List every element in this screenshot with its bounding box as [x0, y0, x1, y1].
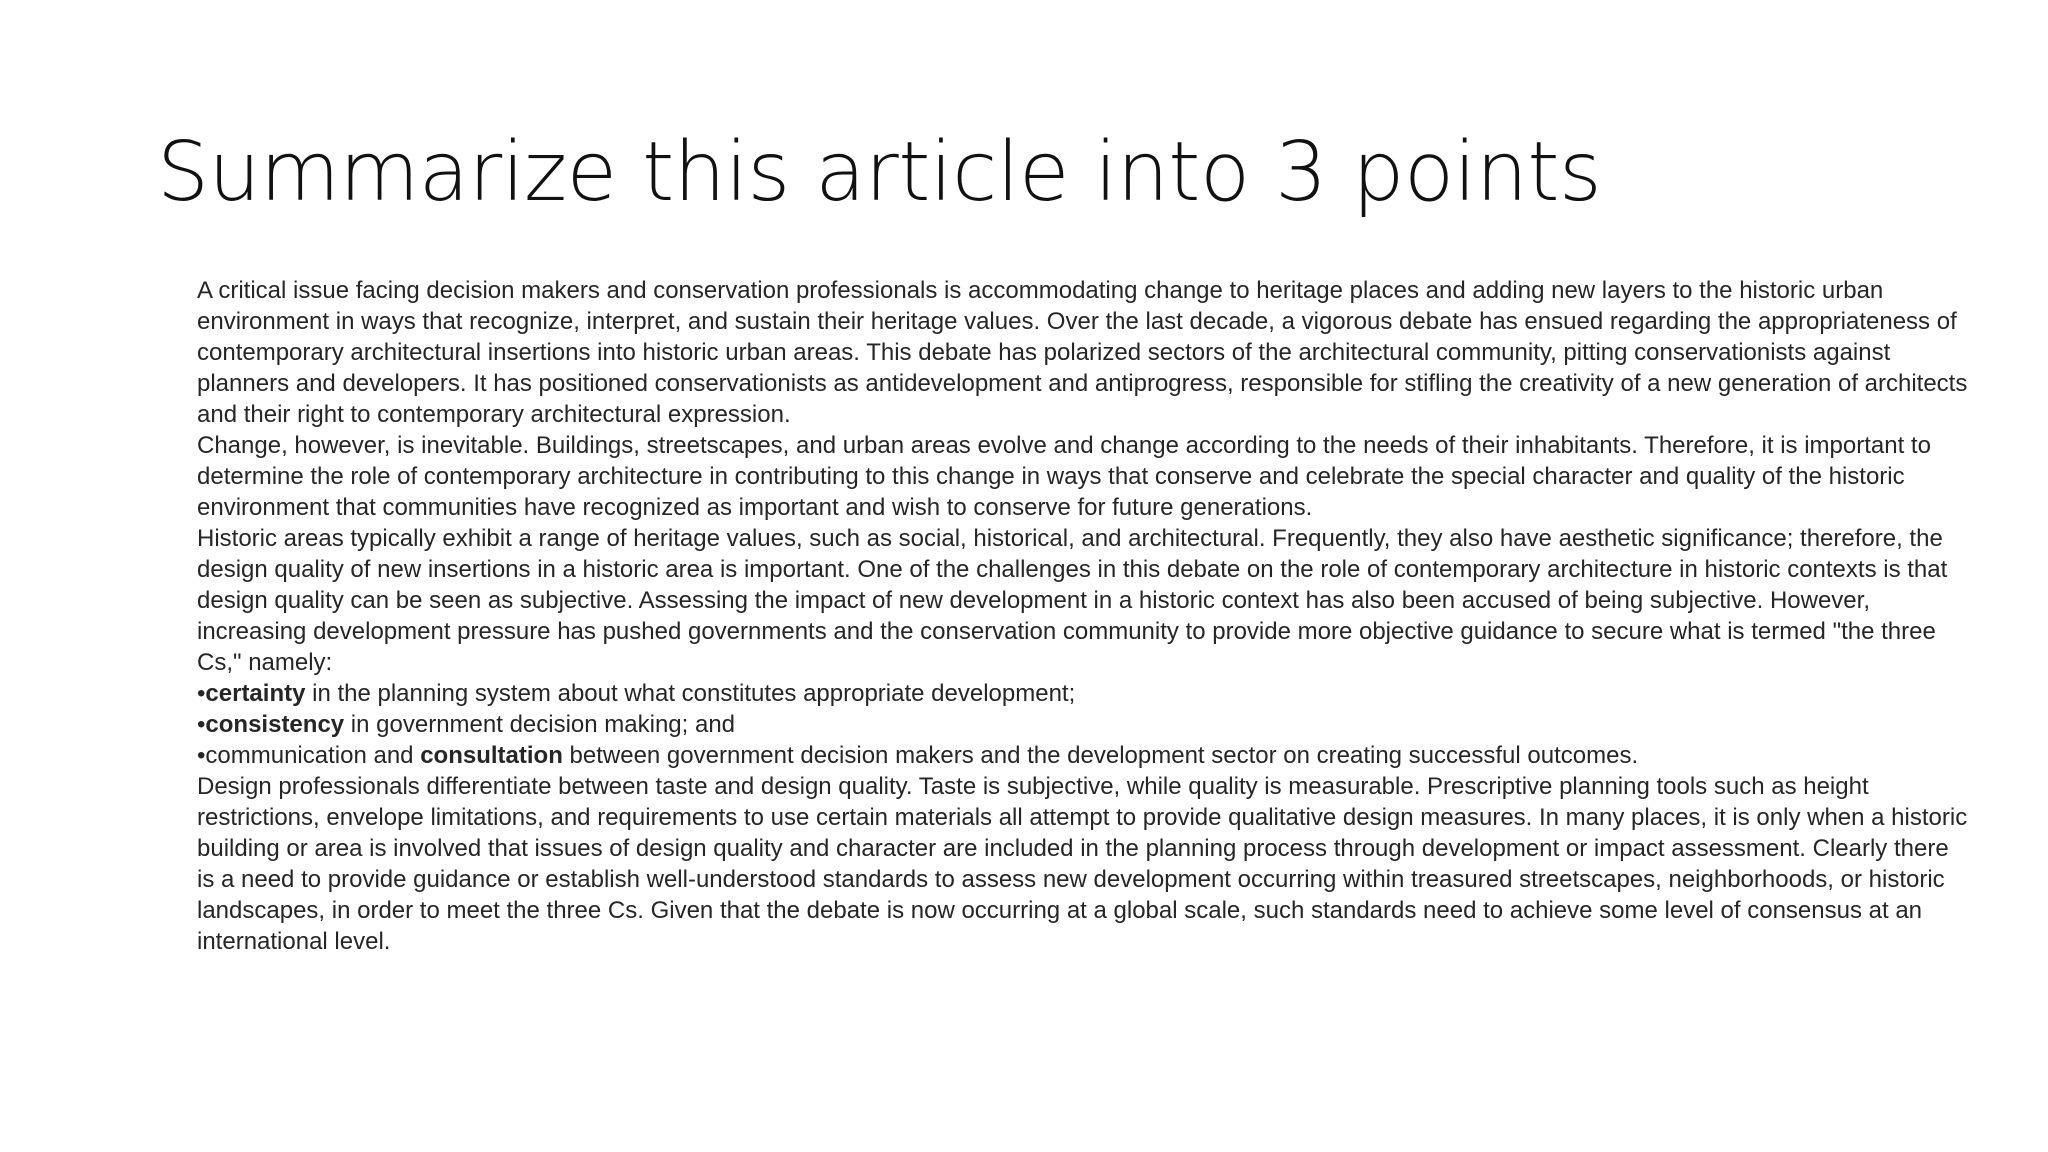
- bullet-certainty: [197, 678, 1972, 709]
- bullet-text: in the planning system about what constitutes appropriate development;: [305, 680, 1076, 707]
- bullet-consultation: [197, 740, 1972, 771]
- bullet-prefix: •: [197, 680, 206, 707]
- bullet-keyword: certainty: [205, 680, 306, 707]
- bullet-prefix: •: [197, 711, 206, 738]
- article-paragraph-2: Change, however, is inevitable. Buildings, streetscapes, and urban areas evolve and change according to the needs of their inhabitants. Therefore, it is important to determine the role of contemporary architecture in contributing to this change in ways that conserve and celebrate the special character and quality of the historic environment that communities have recognized as important and wish to conserve for future generations.: [197, 432, 1931, 521]
- slide-body: [197, 275, 1972, 957]
- bullet-text: in government decision making; and: [344, 711, 736, 738]
- article-paragraph-1: A critical issue facing decision makers and conservation professionals is accommodating change to heritage places and adding new layers to the historic urban environment in ways that recognize, interpret, and sustain their heritage values. Over the last decade, a vigorous debate has ensued regarding the appropriateness of contemporary architectural insertions into historic urban areas. This debate has polarized sectors of the architectural community, pitting conservationists against planners and developers. It has positioned conservationists as antidevelopment and antiprogress, responsible for stifling the creativity of a new generation of architects and their right to contemporary architectural expression.: [197, 277, 1968, 428]
- slide-title: Summarize this article into 3 points: [157, 125, 1602, 220]
- bullet-consistency: [197, 709, 1972, 740]
- bullet-keyword: consistency: [205, 711, 345, 738]
- bullet-prefix: •communication and: [197, 742, 421, 769]
- bullet-keyword: consultation: [420, 742, 563, 769]
- article-paragraph-closing: Design professionals differentiate between taste and design quality. Taste is subjective, while quality is measurable. Prescriptive planning tools such as height restrictions, envelope limitations, and requirements to use certain materials all attempt to provide qualitative design measures. In many places, it is only when a historic building or area is involved that issues of design quality and character are included in the planning process through development or impact assessment. Clearly there is a need to provide guidance or establish well-understood standards to assess new development occurring within treasured streetscapes, neighborhoods, or historic landscapes, in order to meet the three Cs. Given that the debate is now occurring at a global scale, such standards need to achieve some level of consensus at an international level.: [197, 773, 1968, 955]
- article-paragraph-3: Historic areas typically exhibit a range of heritage values, such as social, historical, and architectural. Frequently, they also have aesthetic significance; therefore, the design quality of new insertions in a historic area is important. One of the challenges in this debate on the role of contemporary architecture in historic contexts is that design quality can be seen as subjective. Assessing the impact of new development in a historic context has also been accused of being subjective. However, increasing development pressure has pushed governments and the conservation community to provide more objective guidance to secure what is termed "the three Cs," namely:: [197, 525, 1948, 676]
- bullet-text: between government decision makers and the development sector on creating successful outcomes.: [562, 742, 1639, 769]
